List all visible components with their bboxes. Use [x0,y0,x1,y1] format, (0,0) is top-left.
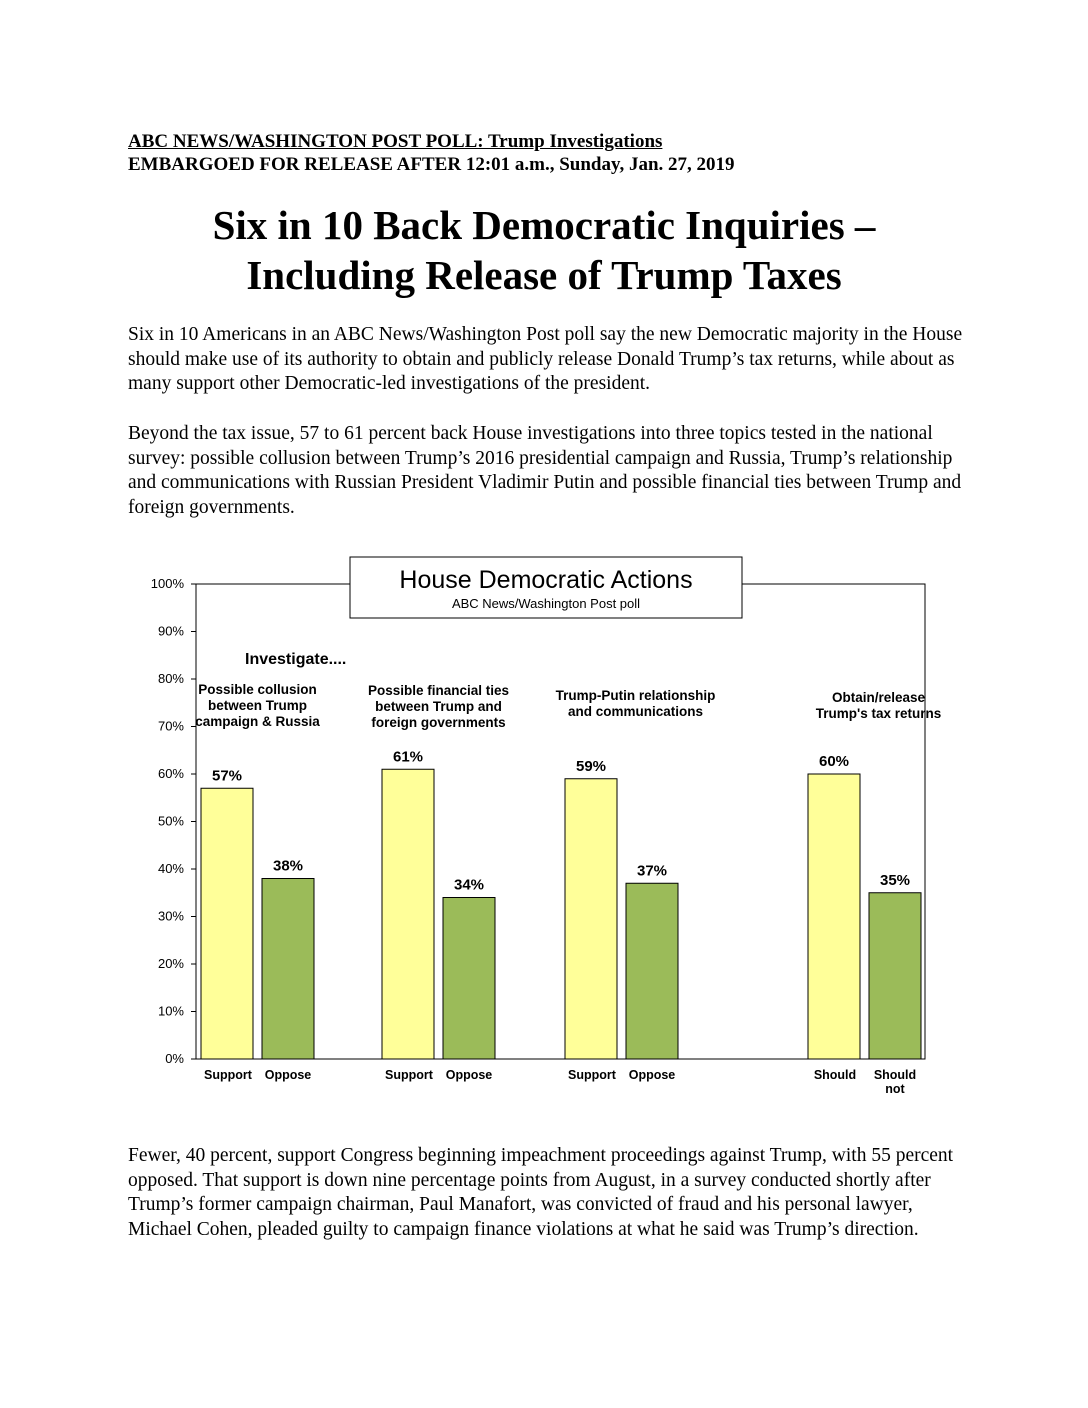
paragraph-2: Beyond the tax issue, 57 to 61 percent back House investigations into three topics tested in the national survey: possible collusion between Trump’s 2016 presidential campaign and Russia, Trump’s relationship and communications with Russian President Vladimir Putin and possible financial ties between Trump and foreign governments. [128,423,962,518]
bar-value-label: 57% [211,767,243,785]
y-tick-label: 70% [157,718,184,734]
headline-line-2: Including Release of Trump Taxes [246,252,842,298]
x-category-label: Should [813,1068,857,1082]
y-tick-label: 30% [157,908,184,924]
group-label: Obtain/release [831,690,926,705]
x-category-label: Oppose [628,1068,676,1082]
bar [382,769,434,1059]
y-tick-label: 10% [157,1003,184,1019]
bar [869,893,921,1059]
x-category-label: Oppose [445,1068,493,1082]
bar-value-label: 60% [818,753,850,770]
y-tick-label: 20% [157,956,184,971]
y-tick-label: 50% [157,813,184,829]
bar-value-label: 38% [272,857,304,875]
paragraph-1: Six in 10 Americans in an ABC News/Washington Post poll say the new Democratic majority in the House should make use of its authority to obtain and publicly release Donald Trump’s tax returns, while about as many support other Democratic-led investigations of the president. [128,324,963,394]
group-label: campaign & Russia [195,714,320,729]
y-tick-label: 90% [157,623,184,639]
bar [565,779,617,1059]
chart-subtitle: ABC News/Washington Post poll [451,596,641,611]
y-tick-label: 80% [157,671,184,686]
poll-header-title: ABC NEWS/WASHINGTON POST POLL: Trump Investigations [128,131,663,152]
bar-value-label: 61% [392,748,424,766]
bar [201,788,253,1059]
x-category-label: Should [873,1068,917,1082]
x-category-label: Support [204,1068,252,1082]
group-label: and communications [567,704,704,719]
headline-line-1: Six in 10 Back Democratic Inquiries – [212,202,876,248]
bar [626,883,678,1059]
y-tick-label: 40% [157,861,184,876]
group-label: between Trump [207,698,308,713]
group-label: between Trump and [375,699,502,714]
bar-value-label: 34% [453,876,485,894]
x-category-label: not [885,1082,905,1096]
group-label: Trump-Putin relationship [555,688,716,703]
group-label: Possible financial ties [367,683,510,698]
bar-value-label: 59% [575,757,607,775]
group-label: Trump's tax returns [815,706,942,721]
paragraph-3: Fewer, 40 percent, support Congress beginning impeachment proceedings against Trump, with 55 percent opposed. That support is down nine percentage points from August, in a survey conducted shortly after Trump’s former campaign chairman, Paul Manafort, was convicted of fraud and his personal lawyer, Michael Cohen, pleaded guilty to campaign finance violations at what he said was Trump’s direction. [128,1145,954,1240]
group-label: foreign governments [371,715,506,730]
bar [443,898,495,1060]
bar [262,879,314,1060]
y-tick-label: 0% [165,1051,184,1066]
x-category-label: Support [385,1068,433,1082]
x-category-label: Support [568,1068,616,1082]
x-category-label: Oppose [264,1068,312,1082]
bar [808,774,860,1059]
group-label: Possible collusion [198,682,317,697]
bar-value-label: 35% [879,871,911,889]
chart-title: House Democratic Actions [399,566,693,594]
house-democratic-actions-chart [0,540,1088,1120]
y-tick-label: 60% [157,766,184,781]
bar-value-label: 37% [636,862,668,880]
y-tick-label: 100% [150,576,184,591]
investigate-annotation: Investigate.... [245,651,347,668]
embargo-notice: EMBARGOED FOR RELEASE AFTER 12:01 a.m., Sunday, Jan. 27, 2019 [128,154,735,175]
